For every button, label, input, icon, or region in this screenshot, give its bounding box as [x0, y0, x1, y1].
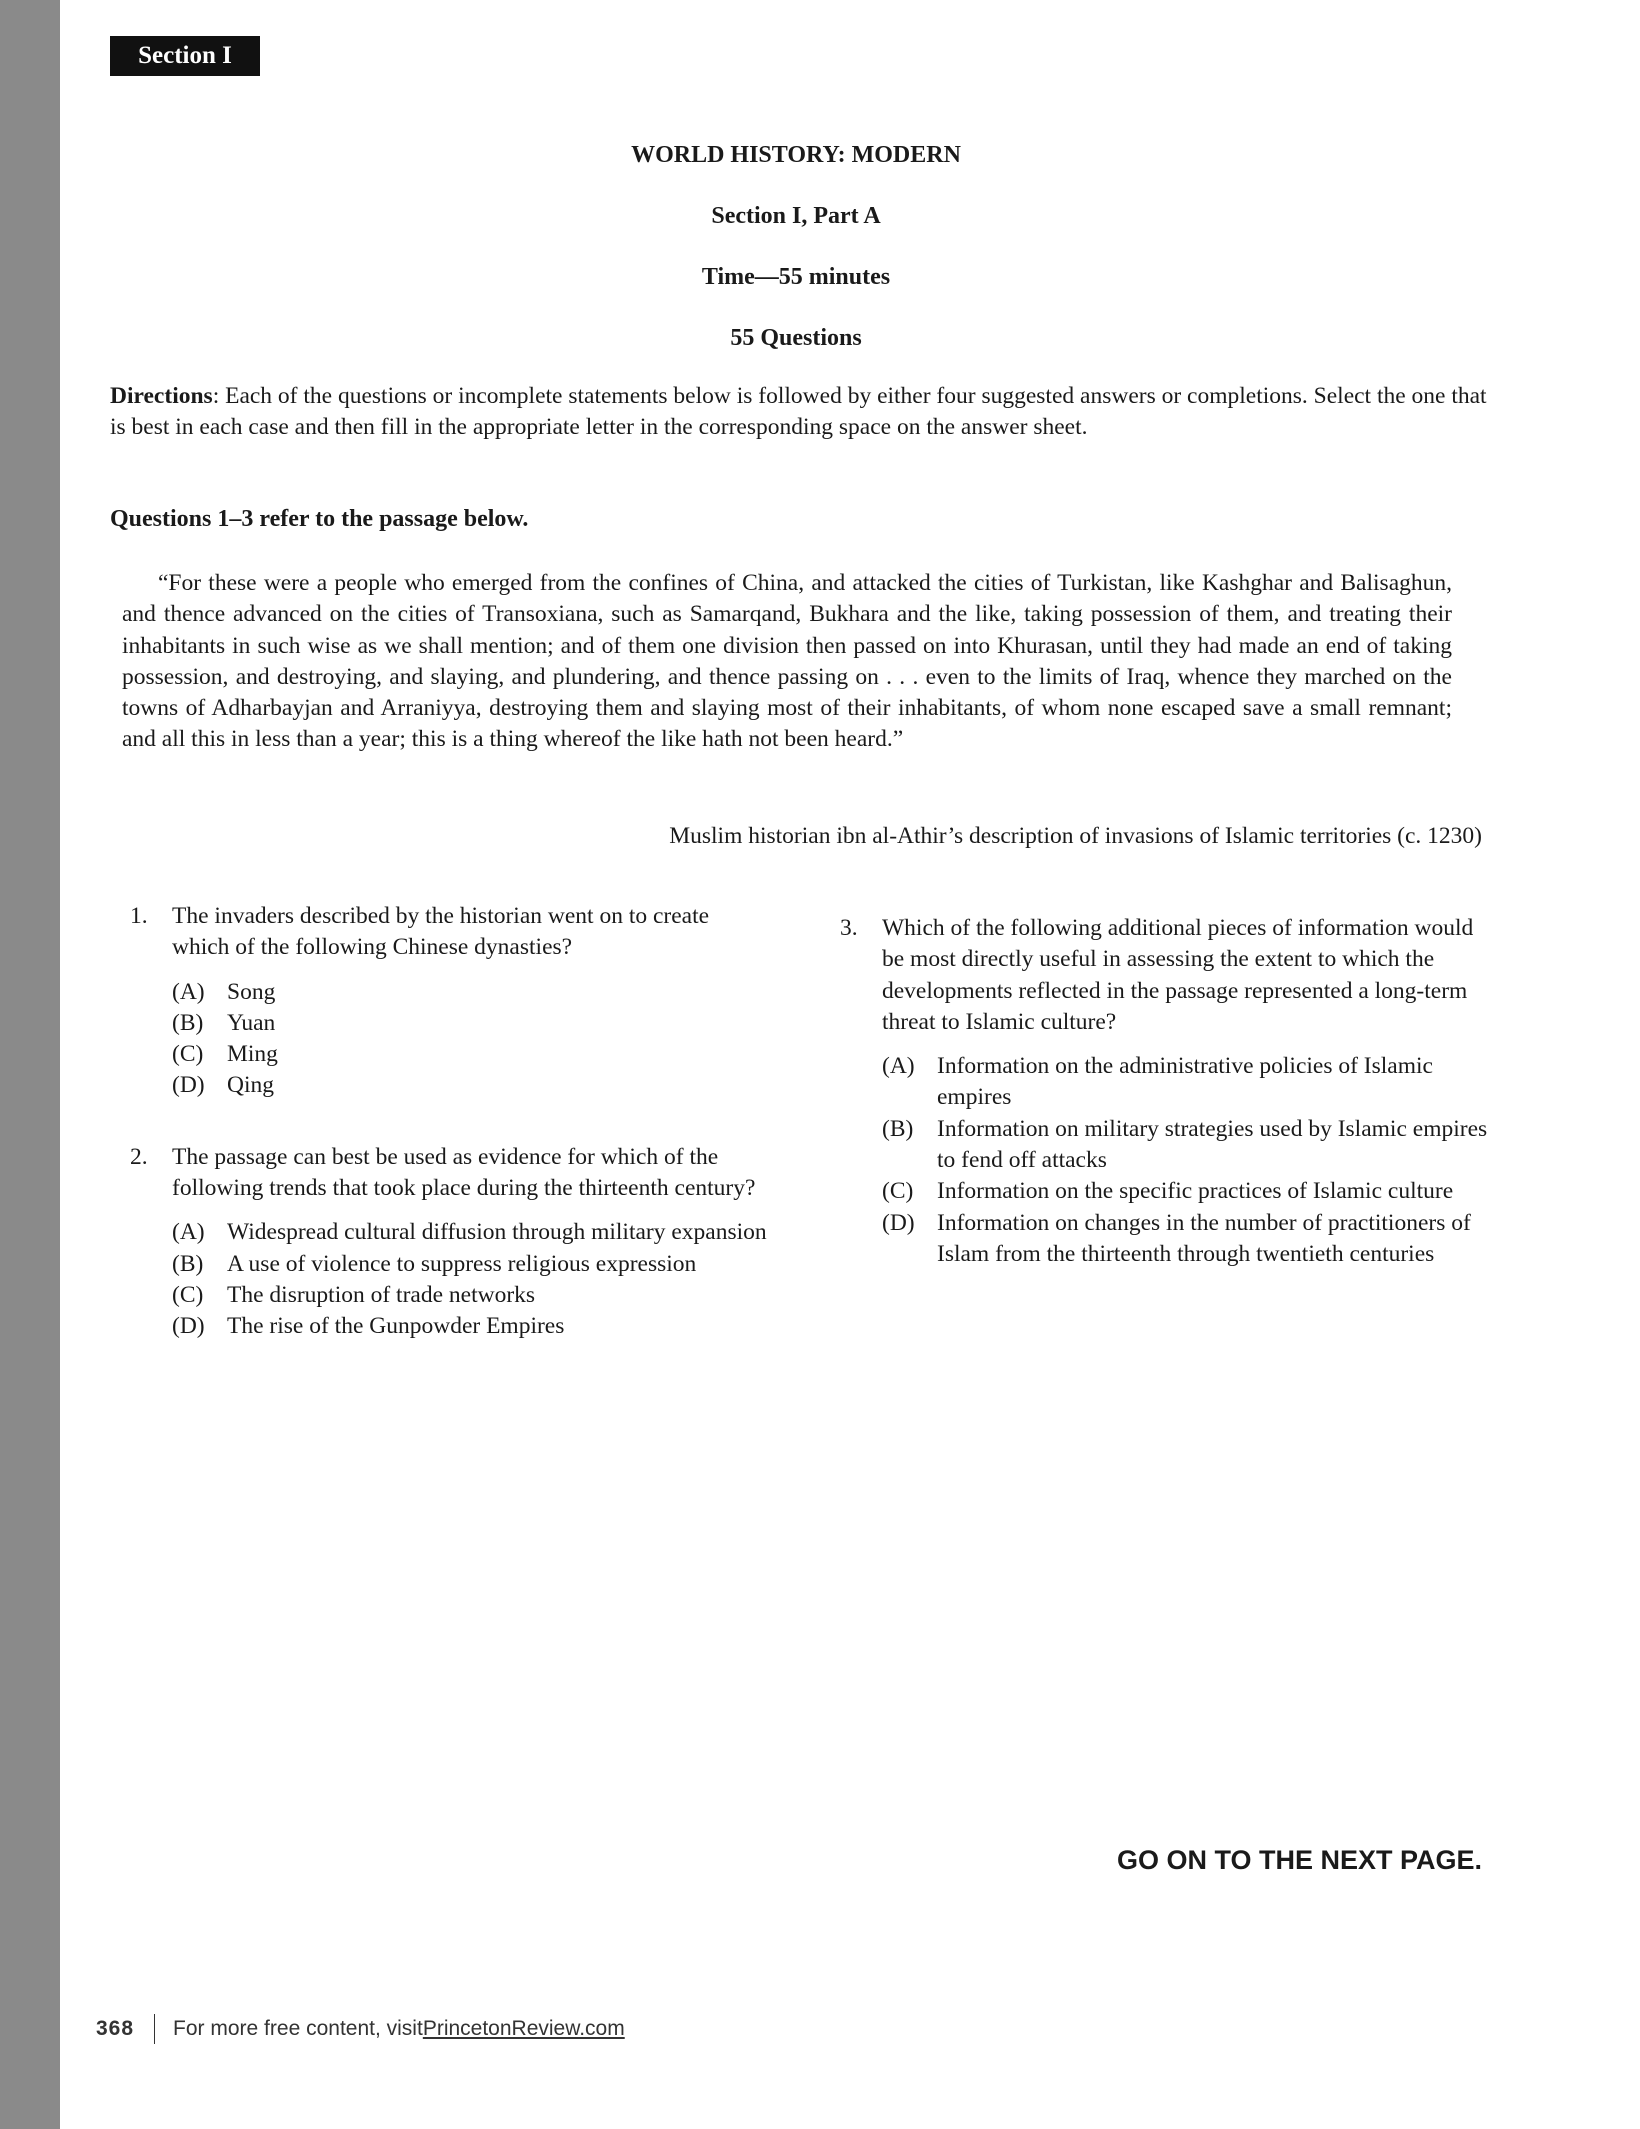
answer-option[interactable]	[882, 1176, 1490, 1207]
option-text: A use of violence to suppress religious expression	[227, 1250, 697, 1277]
question-stem: Which of the following additional pieces of information would be most directly useful in assessing the extent to which the developments reflected in the passage represented a long-term threat to Islamic culture?	[882, 915, 1474, 1035]
option-text: Widespread cultural diffusion through military expansion	[227, 1219, 767, 1246]
option-label: (B)	[882, 1115, 914, 1142]
answer-option[interactable]	[882, 1114, 1490, 1177]
question-stem: The passage can best be used as evidence for which of the following trends that took place during the thirteenth century?	[172, 1143, 756, 1202]
passage-source: Muslim historian ibn al-Athir’s description of invasions of Islamic territories (c. 1230)	[669, 823, 1482, 849]
test-header	[110, 135, 1482, 379]
footer-text: For more free content, visit	[173, 2017, 423, 2040]
option-label: (B)	[172, 1250, 204, 1277]
option-text: Information on the specific practices of Islamic culture	[937, 1178, 1454, 1205]
option-text: Yuan	[227, 1009, 276, 1036]
question-1	[130, 901, 770, 1102]
website-link[interactable]: PrincetonReview.com	[422, 2017, 625, 2040]
directions	[110, 381, 1490, 443]
answer-option[interactable]	[172, 1311, 770, 1342]
option-label: (A)	[172, 978, 205, 1005]
answer-option[interactable]	[172, 1217, 770, 1248]
left-column	[130, 901, 770, 1383]
directions-label: Directions	[110, 383, 213, 409]
option-text: Information on military strategies used by Islamic empires to fend off attacks	[937, 1115, 1488, 1174]
option-text: The rise of the Gunpowder Empires	[227, 1313, 565, 1340]
option-label: (A)	[882, 1053, 915, 1080]
option-label: (D)	[172, 1072, 205, 1099]
option-label: (C)	[172, 1041, 204, 1068]
option-label: (A)	[172, 1219, 205, 1246]
answer-option[interactable]	[172, 977, 770, 1008]
page-footer	[96, 2014, 625, 2044]
option-text: The disruption of trade networks	[227, 1281, 536, 1308]
answer-option[interactable]	[172, 1039, 770, 1070]
answer-option[interactable]	[172, 1070, 770, 1101]
answer-options	[172, 977, 770, 1102]
option-label: (C)	[172, 1281, 204, 1308]
directions-text: : Each of the questions or incomplete statements below is followed by either four suggested answers or completions. Select the one that is best in each case and then fill in the appropriate letter in the corresponding space on the answer sheet.	[110, 383, 1487, 440]
right-column	[840, 913, 1490, 1310]
answer-option[interactable]	[172, 1280, 770, 1311]
option-label: (C)	[882, 1178, 914, 1205]
option-label: (D)	[882, 1209, 915, 1236]
option-text: Qing	[227, 1072, 274, 1099]
option-text: Information on the administrative policies of Islamic empires	[937, 1053, 1433, 1111]
question-count: 55 Questions	[730, 325, 862, 351]
answer-options	[882, 1051, 1490, 1270]
option-label: (D)	[172, 1313, 205, 1340]
answer-option[interactable]	[882, 1208, 1490, 1271]
page-edge-bar	[0, 0, 60, 2129]
go-on-notice: GO ON TO THE NEXT PAGE.	[1116, 1845, 1482, 1875]
question-2	[130, 1142, 770, 1343]
passage: “For these were a people who emerged from the confines of China, and attacked the cities of Turkistan, like Kashghar and Balisaghun, and thence advanced on the cities of Transoxiana, such as Samarqand, Bukhara and the like, taking possession of them, and treating their inhabitants in such wise as we shall mention; and of them one division then passed on into Khurasan, until they had made an end of taking possession, and destroying, and slaying, and plundering, and thence passing on . . . even to the limits of Iraq, whence they marched on the towns of Adharbayjan and Arraniyya, destroying them and slaying most of their inhabitants, of whom none escaped save a small remnant; and all this in less than a year; this is a thing whereof the like hath not been heard.”	[122, 570, 1452, 753]
question-number: 1.	[130, 903, 148, 929]
question-number: 3.	[840, 915, 858, 941]
option-text: Ming	[227, 1041, 278, 1068]
option-text: Information on changes in the number of practitioners of Islam from the thirteenth through twentieth centuries	[937, 1209, 1471, 1267]
answer-option[interactable]	[882, 1051, 1490, 1114]
answer-option[interactable]	[172, 1249, 770, 1280]
option-text: Song	[227, 978, 276, 1005]
section-part: Section I, Part A	[711, 203, 881, 229]
time-limit: Time—55 minutes	[701, 264, 891, 290]
footer-divider	[154, 2014, 155, 2044]
answer-option[interactable]	[172, 1008, 770, 1039]
exam-title: WORLD HISTORY: MODERN	[631, 142, 961, 168]
question-3	[840, 913, 1490, 1270]
question-number: 2.	[130, 1143, 148, 1170]
question-group-heading: Questions 1–3 refer to the passage below.	[110, 506, 529, 532]
option-label: (B)	[172, 1009, 204, 1036]
answer-options	[172, 1217, 770, 1342]
question-stem: The invaders described by the historian went on to create which of the following Chinese dynasties?	[172, 903, 710, 961]
page-number: 368	[96, 2017, 135, 2040]
section-tab: Section I	[110, 36, 260, 76]
